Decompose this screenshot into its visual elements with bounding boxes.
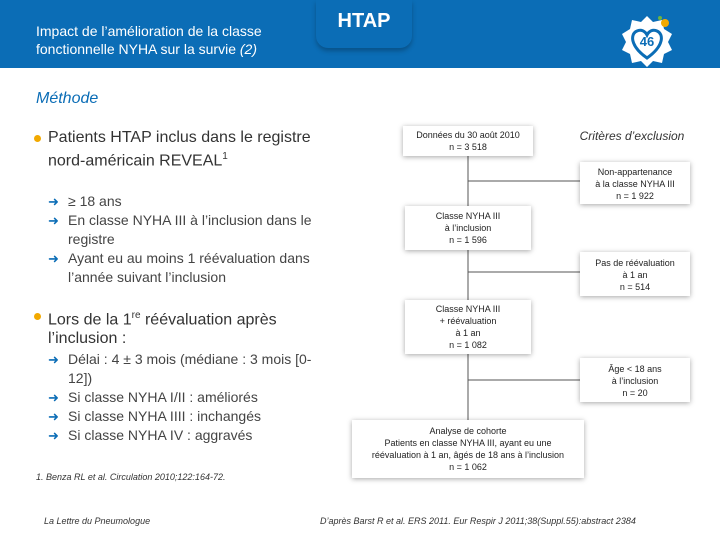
- subitem: ➜ Si classe NYHA I/II : améliorés: [48, 389, 258, 405]
- arrow-right-icon: ➜: [48, 352, 59, 367]
- subitem: ➜ Si classe NYHA IV : aggravés: [48, 427, 253, 443]
- arrow-right-icon: ➜: [48, 409, 59, 424]
- header-title-line2-text: fonctionnelle NYHA sur la survie: [36, 41, 236, 57]
- arrow-right-icon: ➜: [48, 428, 59, 443]
- flow-box-cohort-analysis: Analyse de cohorte Patients en classe NYHA III, ayant eu une réévaluation à 1 an, âgés de 18 ans à l’inclusion n = 1 062: [352, 420, 584, 478]
- subitem: ➜ Si classe NYHA IIII : inchangés: [48, 408, 261, 424]
- exclusion-box-non-nyha-iii: Non-appartenance à la classe NYHA III n = 1 922: [580, 162, 690, 204]
- footer-source: D’après Barst R et al. ERS 2011. Eur Respir J 2011;38(Suppl.55):abstract 2384: [320, 516, 636, 526]
- arrow-right-icon: ➜: [48, 213, 59, 228]
- reference: 1. Benza RL et al. Circulation 2010;122:164-72.: [36, 472, 226, 482]
- flow-box-nyha-iii-reevaluation: Classe NYHA III + réévaluation à 1 an n = 1 082: [405, 300, 531, 354]
- subitem: ➜ Ayant eu au moins 1 réévaluation dans l’année suivant l’inclusion: [48, 250, 310, 285]
- subitem: ➜ Délai : 4 ± 3 mois (médiane : 3 mois [0-12]): [48, 351, 312, 386]
- bullet-text: Lors de la 1re réévaluation après l’inclusion :: [48, 310, 277, 348]
- exclusion-box-no-reevaluation: Pas de réévaluation à 1 an n = 514: [580, 252, 690, 296]
- arrow-right-icon: ➜: [48, 390, 59, 405]
- section-title: Méthode: [36, 90, 99, 107]
- arrow-right-icon: ➜: [48, 194, 59, 209]
- header-title-line2-ref: (2): [239, 41, 258, 57]
- flow-box-data: Données du 30 août 2010 n = 3 518: [403, 126, 533, 156]
- category-tab-label: HTAP: [337, 10, 391, 32]
- exclusion-box-age: Âge < 18 ans à l’inclusion n = 20: [580, 358, 690, 402]
- header-title-line1: Impact de l’amélioration de la classe: [36, 23, 262, 39]
- footer-journal: La Lettre du Pneumologue: [44, 516, 151, 526]
- subitem: ➜ ≥ 18 ans: [48, 193, 122, 209]
- arrow-right-icon: ➜: [48, 251, 59, 266]
- flow-box-nyha-iii-inclusion: Classe NYHA III à l’inclusion n = 1 596: [405, 206, 531, 250]
- subitem: ➜ En classe NYHA III à l’inclusion dans le registre: [48, 212, 312, 247]
- page-number: 46: [639, 34, 655, 49]
- bullet-text: Patients HTAP inclus dans le registre nord-américain REVEAL$^1$: [48, 129, 311, 170]
- exclusion-criteria-title: Critères d’exclusion: [579, 129, 685, 143]
